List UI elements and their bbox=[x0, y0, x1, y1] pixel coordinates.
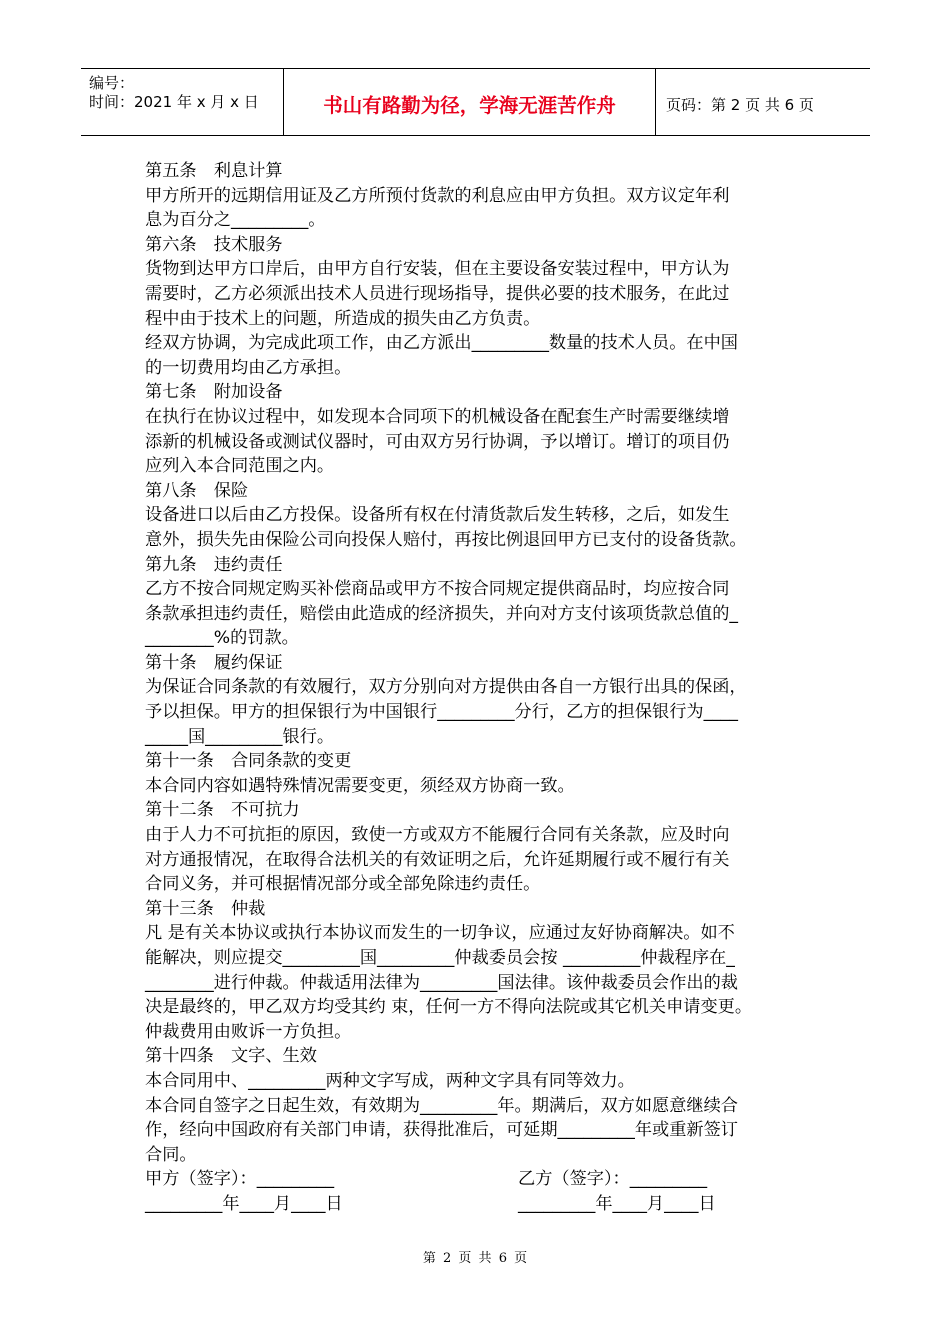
text-line: 本合同用中、_________两种文字写成，两种文字具有同等效力。 bbox=[145, 1070, 635, 1091]
text-line: 第十二条 不可抗力 bbox=[145, 800, 300, 821]
text-line: 能解决，则应提交_________国_________仲裁委员会按 _________仲裁程序在_ bbox=[145, 948, 735, 968]
header-page-number: 页码：第 2 页 共 6 页 bbox=[666, 95, 814, 114]
text-line: 第六条 技术服务 bbox=[145, 234, 283, 255]
text-line: _____国_________银行。 bbox=[145, 726, 335, 747]
text-line: 为保证合同条款的有效履行，双方分别向对方提供由各自一方银行出具的保函， bbox=[145, 677, 747, 698]
text-line: 添新的机械设备或测试仪器时，可由双方另行协调，予以增订。增订的项目仍 bbox=[145, 431, 730, 452]
document-number-label: 编号： bbox=[89, 74, 135, 92]
text-line: 货物到达甲方口岸后，由甲方自行安装，但在主要设备安装过程中，甲方认为 bbox=[145, 259, 730, 280]
text-line: 应列入本合同范围之内。 bbox=[145, 456, 335, 477]
text-line: 乙方不按合同规定购买补偿商品或甲方不按合同规定提供商品时，均应按合同 bbox=[145, 579, 730, 600]
text-line: 决是最终的，甲乙双方均受其约 束，任何一方不得向法院或其它机关申请变更。 bbox=[145, 997, 753, 1018]
text-line: 第十条 履约保证 bbox=[145, 652, 283, 673]
text-line: 第八条 保险 bbox=[145, 480, 249, 501]
text-line: 在执行在协议过程中，如发现本合同项下的机械设备在配套生产时需要继续增 bbox=[145, 406, 730, 427]
text-line: 仲裁费用由败诉一方负担。 bbox=[145, 1021, 352, 1042]
text-line: 需要时，乙方必须派出技术人员进行现场指导，提供必要的技术服务，在此过 bbox=[145, 283, 730, 304]
header-motto: 书山有路勤为径，学海无涯苦作舟 bbox=[284, 69, 656, 135]
text-line: 第五条 利息计算 bbox=[145, 161, 283, 181]
text-line: 甲方所开的远期信用证及乙方所预付货款的利息应由甲方负担。双方议定年利 bbox=[145, 185, 730, 206]
text-line: ________进行仲裁。仲裁适用法律为_________国法律。该仲裁委员会作出的裁 bbox=[145, 972, 738, 993]
text-line: 予以担保。甲方的担保银行为中国银行_________分行，乙方的担保银行为____ bbox=[145, 702, 738, 723]
party-a-date: _________年____月____日 bbox=[145, 1193, 343, 1214]
text-line: 设备进口以后由乙方投保。设备所有权在付清货款后发生转移，之后，如发生 bbox=[145, 505, 730, 526]
text-line: 合同。 bbox=[145, 1144, 197, 1165]
contract-body bbox=[145, 159, 825, 1217]
text-line: 意外，损失先由保险公司向投保人赔付，再按比例退回甲方已支付的设备货款。 bbox=[145, 529, 747, 550]
text-line: 第十一条 合同条款的变更 bbox=[145, 751, 352, 772]
text-line: 第十四条 文字、生效 bbox=[145, 1046, 317, 1067]
text-line: 合同义务，并可根据情况部分或全部免除违约责任。 bbox=[145, 874, 541, 895]
text-line: 条款承担违约责任，赔偿由此造成的经济损失，并向对方支付该项货款总值的_ bbox=[145, 603, 738, 624]
page-footer: 第 2 页 共 6 页 bbox=[422, 1251, 528, 1266]
text-line: 经双方协调，为完成此项工作，由乙方派出_________数量的技术人员。在中国 bbox=[145, 333, 738, 354]
text-line: ________%的罚款。 bbox=[145, 628, 299, 649]
text-line: 的一切费用均由乙方承担。 bbox=[145, 357, 352, 378]
party-a-signature: 甲方（签字）：_________ bbox=[145, 1169, 335, 1190]
contract-lines bbox=[145, 159, 825, 1167]
date-row bbox=[145, 1192, 825, 1217]
document-time-label: 时间：2021 年 x 月 x 日 bbox=[89, 93, 259, 111]
text-line: 第十三条 仲裁 bbox=[145, 898, 266, 919]
page-header bbox=[81, 68, 870, 136]
text-line: 对方通报情况，在取得合法机关的有效证明之后，允许延期履行或不履行有关 bbox=[145, 849, 730, 870]
text-line: 本合同自签字之日起生效，有效期为_________年。期满后，双方如愿意继续合 bbox=[145, 1095, 738, 1116]
text-line: 程中由于技术上的问题，所造成的损失由乙方负责。 bbox=[145, 308, 541, 329]
text-line: 凡 是有关本协议或执行本协议而发生的一切争议，应通过友好协商解决。如不 bbox=[145, 923, 735, 944]
text-line: 作，经向中国政府有关部门申请，获得批准后，可延期_________年或重新签订 bbox=[145, 1120, 738, 1141]
text-line: 第七条 附加设备 bbox=[145, 382, 283, 403]
text-line: 息为百分之_________。 bbox=[145, 210, 326, 231]
party-b-signature: 乙方（签字）：_________ bbox=[518, 1169, 708, 1190]
party-b-date: _________年____月____日 bbox=[518, 1193, 716, 1214]
signature-row bbox=[145, 1167, 825, 1192]
text-line: 第九条 违约责任 bbox=[145, 554, 283, 575]
header-meta bbox=[81, 69, 284, 135]
text-line: 由于人力不可抗拒的原因，致使一方或双方不能履行合同有关条款，应及时向 bbox=[145, 825, 730, 846]
text-line: 本合同内容如遇特殊情况需要变更，须经双方协商一致。 bbox=[145, 775, 575, 796]
